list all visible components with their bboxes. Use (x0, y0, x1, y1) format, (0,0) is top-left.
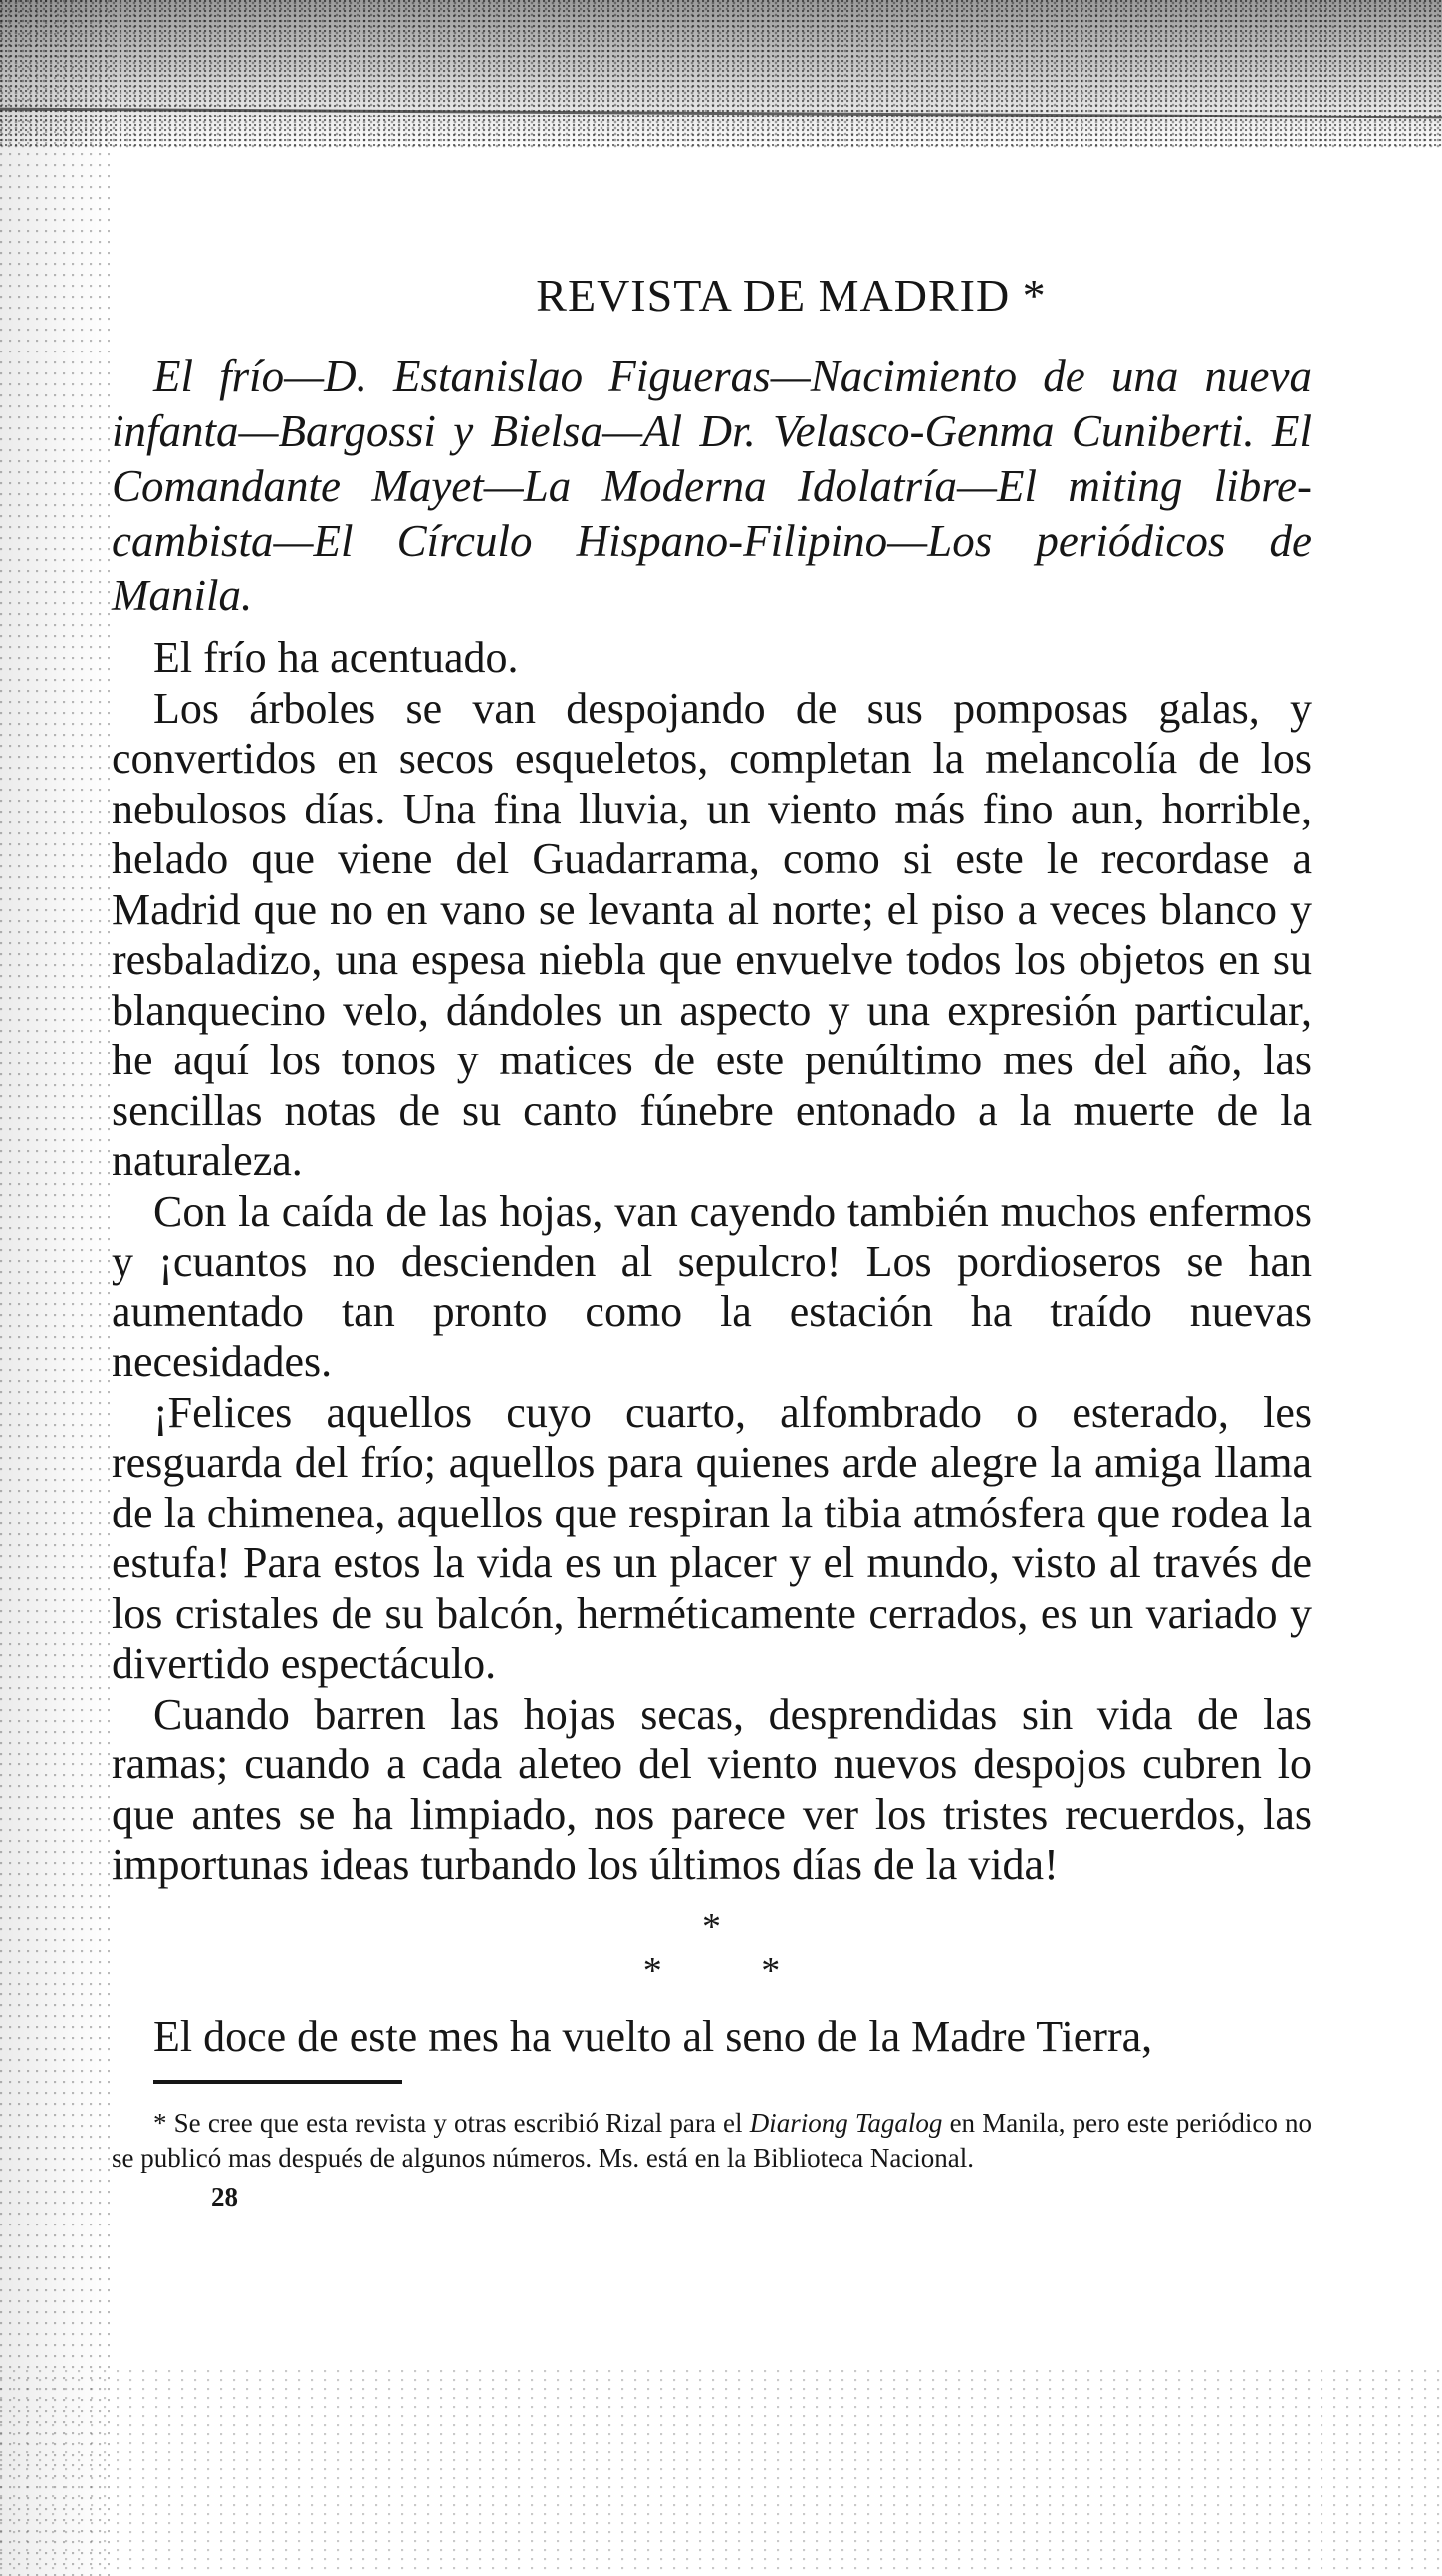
paragraph-6-start: El doce de este mes ha vuelto al seno de la Madre Tierra, (153, 2011, 1153, 2061)
footnote-newspaper-name: Diariong Tagalog (749, 2108, 943, 2138)
paragraph-3: Con la caída de las hojas, van cayendo también muchos enfermos y ¡cuantos no descienden al sepulcro! Los pordioseros se han aumentado tan pronto como la estación ha traído nuevas necesidades. (112, 1186, 1312, 1386)
page-body (112, 269, 1312, 2213)
footnote-text-1: * Se cree que esta revista y otras escribió Rizal para el (153, 2108, 750, 2138)
page-title: REVISTA DE MADRID * (536, 270, 1047, 321)
scan-noise-left (0, 0, 110, 2576)
scan-noise-top (0, 0, 1442, 149)
paragraph-2: Los árboles se van despojando de sus pomposas galas, y convertidos en secos esqueletos, completan la melancolía de los nebulosos días. Una fina lluvia, un viento más fino aun, horrible, helado que viene del Guadarrama, como si este le recordase a Madrid que no en vano se levanta al norte; el piso a veces blanco y resbaladizo, una espesa niebla que envuelve todos los objetos en su blanquecino velo, dándoles un aspecto y una expresión particular, he aquí los tonos y matices de este penúltimo mes del año, las sencillas notas de su canto fúnebre entonado a la muerte de la naturaleza. (112, 683, 1312, 1185)
asterism-separator (112, 1905, 1312, 1992)
paragraph-1: El frío ha acentuado. (153, 633, 519, 682)
footnote-text-2: en Manila, pero este periódico no se publicó mas después de algunos números. Ms. está en la Biblioteca Nacional. (112, 2108, 1312, 2173)
footnote-rule (153, 2080, 402, 2084)
chapter-summary: El frío—D. Estanislao Figueras—Nacimiento de una nueva infanta—Bargossi y Bielsa—Al Dr. Velasco-Genma Cuniberti. El Comandante Mayet—La Moderna Idolatría—El miting libre-cambista—El Círculo Hispano-Filipino—Los periódicos de Manila. (112, 351, 1312, 620)
asterism-bottom: * * (642, 1949, 781, 1991)
asterism-top: * (702, 1905, 721, 1948)
paragraph-4: ¡Felices aquellos cuyo cuarto, alfombrado o esterado, les resguarda del frío; aquellos para quienes arde alegre la amiga llama de la chimenea, aquellos que respiran la tibia atmósfera que rodea la estufa! Para estos la vida es un placer y el mundo, visto al través de los cristales de su balcón, herméticamente cerrados, es un variado y divertido espectáculo. (112, 1387, 1312, 1688)
page-number: 28 (211, 2182, 238, 2212)
scan-noise-bottom (0, 2370, 1442, 2576)
footnote (112, 2106, 1312, 2176)
paragraph-5: Cuando barren las hojas secas, desprendidas sin vida de las ramas; cuando a cada aleteo del viento nuevos despojos cubren lo que antes se ha limpiado, nos parece ver los tristes recuerdos, las importunas ideas turbando los últimos días de la vida! (112, 1689, 1312, 1889)
